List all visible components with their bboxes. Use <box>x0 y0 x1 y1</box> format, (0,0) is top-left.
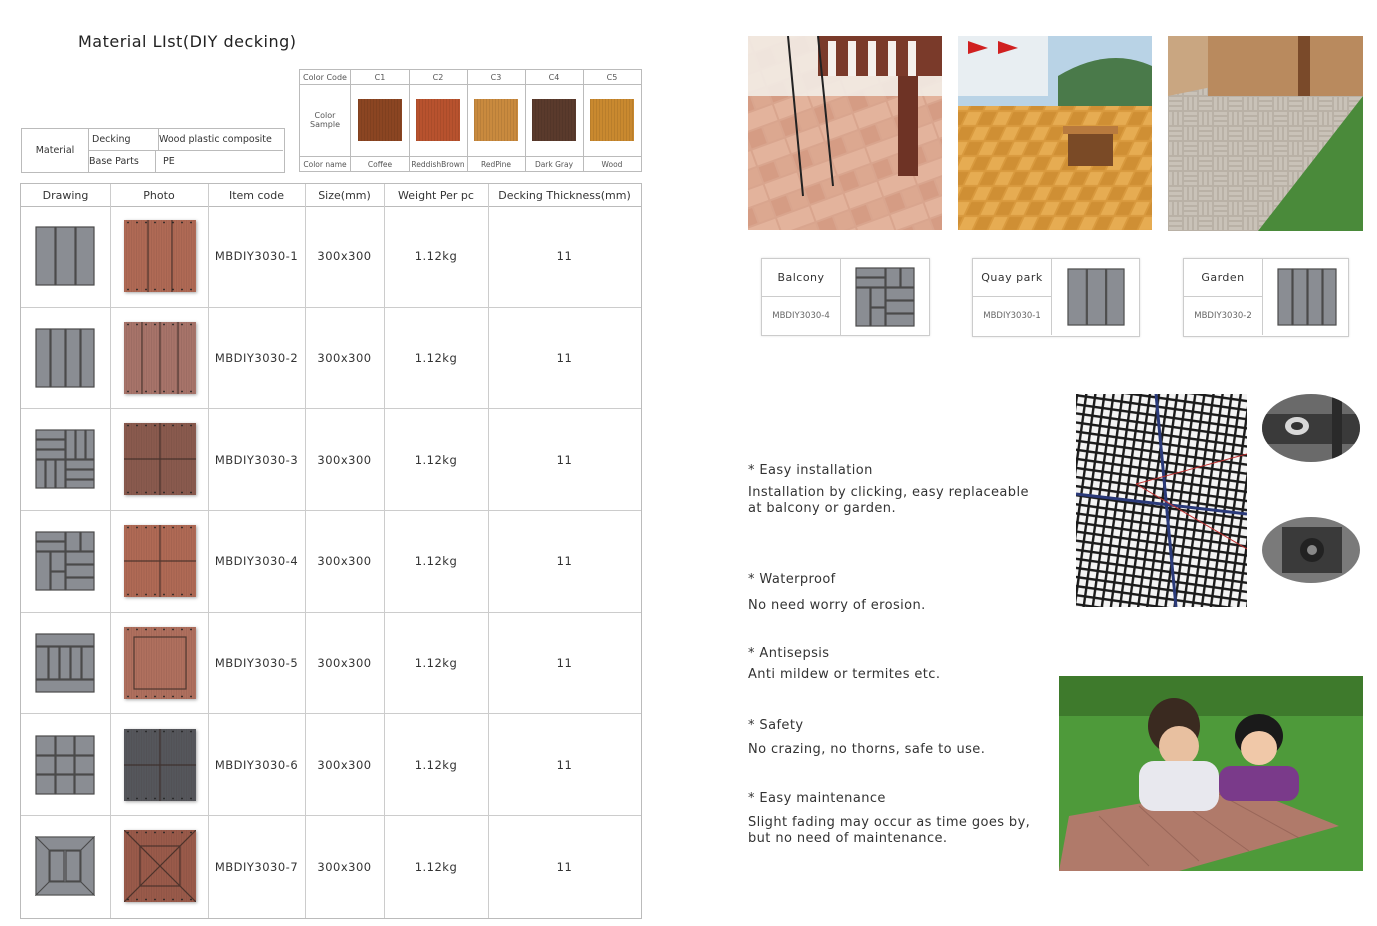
feature-waterproof <box>748 572 926 614</box>
color-code-label: Color Code <box>300 70 350 85</box>
item-code-cell: MBDIY3030-5 <box>214 656 299 671</box>
pattern-drawing <box>35 429 95 489</box>
color-code: C1 <box>351 70 409 85</box>
column-header: Size(mm) <box>318 188 371 202</box>
thickness-cell: 11 <box>556 554 573 569</box>
thickness-cell: 11 <box>556 351 573 366</box>
size-cell: 300x300 <box>317 452 372 467</box>
item-code-cell: MBDIY3030-1 <box>214 249 299 264</box>
color-name: RedPine <box>467 156 525 171</box>
feature-desc: Slight fading may occur as time goes by, but no need of maintenance. <box>748 815 1031 846</box>
quay-park-photo <box>958 36 1152 230</box>
photo-cell <box>110 613 208 714</box>
pattern-drawing <box>35 633 95 693</box>
application-code: MBDIY3030-4 <box>762 297 841 335</box>
tile-photo <box>124 423 196 495</box>
weight-cell: 1.12kg <box>414 859 458 874</box>
size-cell: 300x300 <box>317 351 372 366</box>
clip-zoom-photo-bottom <box>1262 517 1360 583</box>
pattern-drawing <box>35 226 95 286</box>
photo-cell <box>110 715 208 816</box>
tile-photo <box>124 322 196 394</box>
weight-cell: 1.12kg <box>414 452 458 467</box>
drawing-cell <box>21 613 110 714</box>
feature-title: * Safety <box>748 718 804 733</box>
garden-photo <box>1168 36 1363 231</box>
feature-desc: No crazing, no thorns, safe to use. <box>748 742 986 757</box>
weight-cell: 1.12kg <box>414 351 458 366</box>
photo-cell <box>110 511 208 612</box>
drawing-cell <box>21 308 110 409</box>
application-drawing <box>855 267 915 327</box>
size-cell: 300x300 <box>317 554 372 569</box>
size-cell: 300x300 <box>317 757 372 772</box>
drawing-cell <box>21 409 110 510</box>
feature-title: * Antisepsis <box>748 646 830 661</box>
table-row <box>21 206 641 308</box>
pattern-drawing <box>35 735 95 795</box>
size-cell: 300x300 <box>317 859 372 874</box>
table-row <box>21 613 641 715</box>
photo-cell <box>110 409 208 510</box>
material-value: Wood plastic composite <box>156 129 283 151</box>
tile-photo <box>124 525 196 597</box>
weight-cell: 1.12kg <box>414 554 458 569</box>
thickness-cell: 11 <box>556 656 573 671</box>
table-row <box>21 511 641 613</box>
feature-easy-installation <box>748 463 1038 517</box>
feature-desc: No need worry of erosion. <box>748 598 926 613</box>
application-drawing <box>1067 268 1125 326</box>
column-header: Decking Thickness(mm) <box>498 188 631 202</box>
color-name: Coffee <box>351 156 409 171</box>
material-part: Base Parts <box>89 151 156 172</box>
pattern-drawing <box>35 328 95 388</box>
tile-photo <box>124 729 196 801</box>
item-code-cell: MBDIY3030-6 <box>214 757 299 772</box>
column-header: Item code <box>228 188 285 202</box>
weight-cell: 1.12kg <box>414 249 458 264</box>
feature-title: * Easy installation <box>748 463 873 478</box>
drawing-cell <box>21 816 110 917</box>
feature-desc: Installation by clicking, easy replaceable at balcony or garden. <box>748 485 1029 516</box>
color-swatch <box>474 99 518 141</box>
feature-safety <box>748 718 985 758</box>
photo-cell <box>110 206 208 307</box>
application-name: Quay park <box>973 259 1052 297</box>
tile-photo <box>124 830 196 902</box>
size-cell: 300x300 <box>317 656 372 671</box>
color-name-label: Color name <box>300 156 350 171</box>
material-table <box>21 128 285 173</box>
drawing-cell <box>21 511 110 612</box>
column-header: Photo <box>143 188 175 202</box>
item-code-cell: MBDIY3030-4 <box>214 554 299 569</box>
thickness-cell: 11 <box>556 452 573 467</box>
drawing-cell <box>21 206 110 307</box>
feature-title: * Waterproof <box>748 572 836 587</box>
table-row <box>21 816 641 917</box>
page-title: Material LIst(DIY decking) <box>78 32 297 51</box>
photo-cell <box>110 308 208 409</box>
thickness-cell: 11 <box>556 249 573 264</box>
color-code: C5 <box>583 70 641 85</box>
product-table <box>20 183 642 919</box>
material-part: Decking <box>89 129 159 151</box>
color-swatch <box>416 99 460 141</box>
color-swatch <box>590 99 634 141</box>
table-row <box>21 715 641 817</box>
color-name: ReddishBrown <box>409 156 467 171</box>
feature-desc: Anti mildew or termites etc. <box>748 667 941 682</box>
color-code: C2 <box>409 70 467 85</box>
tile-photo <box>124 220 196 292</box>
color-name: Wood <box>583 156 641 171</box>
application-label-garden <box>1183 258 1349 337</box>
tile-photo <box>124 627 196 699</box>
base-grid-photo <box>1076 394 1247 607</box>
application-drawing <box>1277 268 1337 326</box>
color-swatch <box>358 99 402 141</box>
weight-cell: 1.12kg <box>414 757 458 772</box>
color-table <box>299 69 642 172</box>
thickness-cell: 11 <box>556 757 573 772</box>
clip-zoom-photo-top <box>1262 394 1360 462</box>
application-label-balcony <box>761 258 930 336</box>
application-label-quay-park <box>972 258 1140 337</box>
table-header <box>21 184 641 207</box>
pattern-drawing <box>35 531 95 591</box>
item-code-cell: MBDIY3030-7 <box>214 859 299 874</box>
color-code: C4 <box>525 70 583 85</box>
feature-title: * Easy maintenance <box>748 791 886 806</box>
material-value: PE <box>163 156 175 167</box>
table-row <box>21 308 641 410</box>
photo-cell <box>110 816 208 917</box>
weight-cell: 1.12kg <box>414 656 458 671</box>
application-code: MBDIY3030-2 <box>1184 297 1263 335</box>
application-name: Balcony <box>762 259 841 297</box>
color-sample-label: Color Sample <box>310 111 340 129</box>
item-code-cell: MBDIY3030-2 <box>214 351 299 366</box>
balcony-photo <box>748 36 942 230</box>
pattern-drawing <box>35 836 95 896</box>
feature-antisepsis <box>748 646 940 683</box>
application-name: Garden <box>1184 259 1263 297</box>
application-code: MBDIY3030-1 <box>973 297 1052 335</box>
size-cell: 300x300 <box>317 249 372 264</box>
drawing-cell <box>21 715 110 816</box>
thickness-cell: 11 <box>556 859 573 874</box>
color-name: Dark Gray <box>525 156 583 171</box>
color-code: C3 <box>467 70 525 85</box>
column-header: Weight Per pc <box>398 188 474 202</box>
table-row <box>21 409 641 511</box>
feature-easy-maintenance <box>748 791 1048 847</box>
material-label: Material <box>22 129 89 172</box>
item-code-cell: MBDIY3030-3 <box>214 452 299 467</box>
column-header: Drawing <box>42 188 89 202</box>
color-swatch <box>532 99 576 141</box>
children-on-decking-photo <box>1059 676 1363 871</box>
